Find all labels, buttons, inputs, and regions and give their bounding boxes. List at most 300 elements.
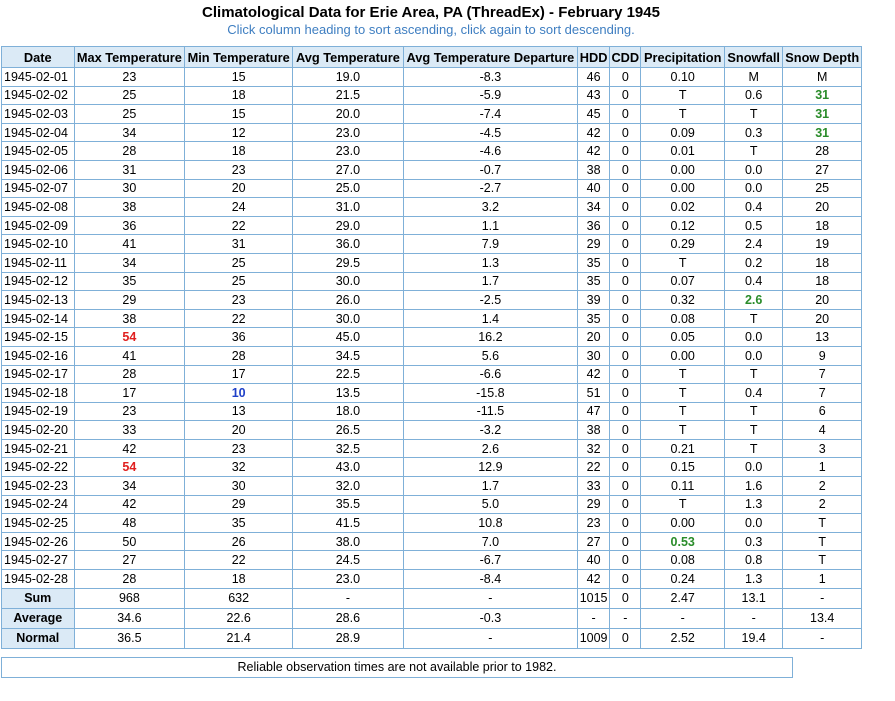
date-cell: 1945-02-20 bbox=[2, 421, 75, 440]
data-cell: 25 bbox=[185, 253, 293, 272]
data-cell: 30 bbox=[185, 477, 293, 496]
data-cell: 27 bbox=[74, 551, 185, 570]
data-cell: 23.0 bbox=[293, 142, 404, 161]
data-cell: 0.4 bbox=[724, 384, 782, 403]
data-cell: 0 bbox=[610, 179, 641, 198]
data-cell: 20.0 bbox=[293, 105, 404, 124]
data-cell: 40 bbox=[577, 179, 609, 198]
data-cell: 2 bbox=[783, 495, 862, 514]
data-cell: T bbox=[641, 402, 725, 421]
data-cell: 0.0 bbox=[724, 160, 782, 179]
data-cell: 1.1 bbox=[403, 216, 577, 235]
data-cell: 0 bbox=[610, 421, 641, 440]
table-row bbox=[2, 216, 862, 235]
data-cell: 12 bbox=[185, 123, 293, 142]
data-cell: 0 bbox=[610, 160, 641, 179]
data-cell: 50 bbox=[74, 532, 185, 551]
table-row bbox=[2, 495, 862, 514]
data-cell: 40 bbox=[577, 551, 609, 570]
data-cell: T bbox=[783, 514, 862, 533]
data-cell: 24.5 bbox=[293, 551, 404, 570]
data-cell: 0 bbox=[610, 105, 641, 124]
data-cell: 3 bbox=[783, 439, 862, 458]
data-cell: 34.5 bbox=[293, 346, 404, 365]
data-cell: 0.5 bbox=[724, 216, 782, 235]
data-cell: 0 bbox=[610, 384, 641, 403]
data-cell: 28 bbox=[185, 346, 293, 365]
date-cell: 1945-02-04 bbox=[2, 123, 75, 142]
date-cell: 1945-02-25 bbox=[2, 514, 75, 533]
data-cell: 2 bbox=[783, 477, 862, 496]
data-cell: 18 bbox=[783, 216, 862, 235]
data-cell: 0 bbox=[610, 291, 641, 310]
summary-cell: 13.1 bbox=[724, 588, 782, 608]
data-cell: -3.2 bbox=[403, 421, 577, 440]
data-cell: 25 bbox=[185, 272, 293, 291]
data-cell: 1.3 bbox=[724, 570, 782, 589]
summary-cell: - bbox=[724, 608, 782, 628]
data-cell: 0.24 bbox=[641, 570, 725, 589]
table-row bbox=[2, 235, 862, 254]
data-cell: 12.9 bbox=[403, 458, 577, 477]
data-cell: 0.00 bbox=[641, 514, 725, 533]
date-cell: 1945-02-13 bbox=[2, 291, 75, 310]
data-cell: 23.0 bbox=[293, 123, 404, 142]
data-cell: T bbox=[641, 495, 725, 514]
data-cell: 1.3 bbox=[724, 495, 782, 514]
data-cell: -8.3 bbox=[403, 68, 577, 87]
data-cell: M bbox=[783, 68, 862, 87]
summary-cell: - bbox=[610, 608, 641, 628]
data-cell: 0.09 bbox=[641, 123, 725, 142]
column-header-hdd[interactable]: HDD bbox=[577, 47, 609, 68]
data-cell: 0.53 bbox=[641, 532, 725, 551]
data-cell: 34 bbox=[74, 123, 185, 142]
date-cell: 1945-02-02 bbox=[2, 86, 75, 105]
date-cell: 1945-02-05 bbox=[2, 142, 75, 161]
table-row bbox=[2, 421, 862, 440]
summary-cell: - bbox=[641, 608, 725, 628]
data-cell: 29 bbox=[185, 495, 293, 514]
data-cell: 16.2 bbox=[403, 328, 577, 347]
data-cell: 42 bbox=[74, 439, 185, 458]
data-cell: 0.0 bbox=[724, 328, 782, 347]
data-cell: 26.0 bbox=[293, 291, 404, 310]
data-cell: 2.4 bbox=[724, 235, 782, 254]
data-cell: 0.15 bbox=[641, 458, 725, 477]
header-row bbox=[2, 47, 862, 68]
data-cell: 26 bbox=[185, 532, 293, 551]
data-cell: 0.11 bbox=[641, 477, 725, 496]
data-cell: 51 bbox=[577, 384, 609, 403]
data-cell: 0 bbox=[610, 142, 641, 161]
data-cell: 28 bbox=[74, 365, 185, 384]
data-cell: 26.5 bbox=[293, 421, 404, 440]
data-cell: 31.0 bbox=[293, 198, 404, 217]
column-header-precipitation[interactable]: Precipitation bbox=[641, 47, 725, 68]
data-cell: 0 bbox=[610, 477, 641, 496]
data-cell: 18.0 bbox=[293, 402, 404, 421]
data-cell: T bbox=[641, 384, 725, 403]
data-cell: 31 bbox=[783, 105, 862, 124]
data-cell: 25.0 bbox=[293, 179, 404, 198]
data-cell: 22 bbox=[185, 551, 293, 570]
data-cell: 5.0 bbox=[403, 495, 577, 514]
data-cell: 0.3 bbox=[724, 123, 782, 142]
data-cell: -15.8 bbox=[403, 384, 577, 403]
data-cell: 0.2 bbox=[724, 253, 782, 272]
data-cell: 0 bbox=[610, 272, 641, 291]
summary-cell: 968 bbox=[74, 588, 185, 608]
table-row bbox=[2, 477, 862, 496]
data-cell: 23 bbox=[185, 291, 293, 310]
data-cell: 23 bbox=[577, 514, 609, 533]
data-cell: 18 bbox=[783, 272, 862, 291]
data-cell: 36 bbox=[185, 328, 293, 347]
data-cell: 0.6 bbox=[724, 86, 782, 105]
table-row bbox=[2, 439, 862, 458]
data-cell: 0 bbox=[610, 216, 641, 235]
data-cell: 35 bbox=[577, 272, 609, 291]
summary-cell: 632 bbox=[185, 588, 293, 608]
summary-cell: 28.6 bbox=[293, 608, 404, 628]
date-cell: 1945-02-24 bbox=[2, 495, 75, 514]
data-cell: -6.6 bbox=[403, 365, 577, 384]
date-cell: 1945-02-08 bbox=[2, 198, 75, 217]
data-cell: T bbox=[641, 253, 725, 272]
data-cell: 2.6 bbox=[403, 439, 577, 458]
data-cell: 3.2 bbox=[403, 198, 577, 217]
climate-data-table bbox=[1, 46, 862, 649]
date-cell: 1945-02-06 bbox=[2, 160, 75, 179]
date-cell: 1945-02-10 bbox=[2, 235, 75, 254]
data-cell: 0.08 bbox=[641, 551, 725, 570]
column-header-snow-depth[interactable]: Snow Depth bbox=[783, 47, 862, 68]
data-cell: 31 bbox=[74, 160, 185, 179]
summary-cell: 2.52 bbox=[641, 628, 725, 648]
data-cell: 0.0 bbox=[724, 514, 782, 533]
date-cell: 1945-02-03 bbox=[2, 105, 75, 124]
data-cell: 0 bbox=[610, 458, 641, 477]
data-cell: 25 bbox=[74, 86, 185, 105]
summary-cell: 21.4 bbox=[185, 628, 293, 648]
table-row bbox=[2, 142, 862, 161]
data-cell: 33 bbox=[74, 421, 185, 440]
data-cell: 31 bbox=[783, 86, 862, 105]
date-cell: 1945-02-26 bbox=[2, 532, 75, 551]
data-cell: 42 bbox=[577, 570, 609, 589]
summary-cell: - bbox=[293, 588, 404, 608]
data-cell: 13 bbox=[185, 402, 293, 421]
data-cell: 34 bbox=[577, 198, 609, 217]
data-cell: 36.0 bbox=[293, 235, 404, 254]
data-cell: 31 bbox=[185, 235, 293, 254]
table-row bbox=[2, 86, 862, 105]
data-cell: 0.3 bbox=[724, 532, 782, 551]
data-cell: T bbox=[724, 142, 782, 161]
data-cell: 18 bbox=[185, 86, 293, 105]
data-cell: 0 bbox=[610, 570, 641, 589]
data-cell: 23.0 bbox=[293, 570, 404, 589]
data-cell: 10.8 bbox=[403, 514, 577, 533]
data-cell: 32.0 bbox=[293, 477, 404, 496]
data-cell: 35 bbox=[577, 253, 609, 272]
date-cell: 1945-02-22 bbox=[2, 458, 75, 477]
data-cell: 29.0 bbox=[293, 216, 404, 235]
data-cell: T bbox=[724, 309, 782, 328]
table-row bbox=[2, 291, 862, 310]
data-cell: 19.0 bbox=[293, 68, 404, 87]
table-row bbox=[2, 68, 862, 87]
data-cell: -11.5 bbox=[403, 402, 577, 421]
table-row bbox=[2, 309, 862, 328]
data-cell: 46 bbox=[577, 68, 609, 87]
data-cell: 20 bbox=[783, 198, 862, 217]
data-cell: 20 bbox=[185, 179, 293, 198]
summary-cell: 0 bbox=[610, 628, 641, 648]
summary-cell: - bbox=[783, 588, 862, 608]
data-cell: 30.0 bbox=[293, 272, 404, 291]
data-cell: 2.6 bbox=[724, 291, 782, 310]
data-cell: T bbox=[641, 105, 725, 124]
data-cell: T bbox=[724, 421, 782, 440]
data-cell: 7 bbox=[783, 365, 862, 384]
date-cell: 1945-02-17 bbox=[2, 365, 75, 384]
data-cell: 20 bbox=[185, 421, 293, 440]
data-cell: T bbox=[641, 421, 725, 440]
data-cell: 6 bbox=[783, 402, 862, 421]
data-cell: 38 bbox=[74, 309, 185, 328]
column-header-min-temperature[interactable]: Min Temperature bbox=[185, 47, 293, 68]
data-cell: 27 bbox=[783, 160, 862, 179]
data-cell: 0 bbox=[610, 86, 641, 105]
data-cell: 38 bbox=[577, 160, 609, 179]
data-cell: 36 bbox=[74, 216, 185, 235]
sort-instructions: Click column heading to sort ascending, click again to sort descending. bbox=[227, 22, 635, 37]
date-cell: 1945-02-18 bbox=[2, 384, 75, 403]
data-cell: 22 bbox=[185, 309, 293, 328]
date-cell: 1945-02-27 bbox=[2, 551, 75, 570]
data-cell: 18 bbox=[185, 570, 293, 589]
summary-label: Sum bbox=[2, 588, 75, 608]
data-cell: 17 bbox=[185, 365, 293, 384]
data-cell: T bbox=[641, 365, 725, 384]
data-cell: 0.02 bbox=[641, 198, 725, 217]
data-cell: 1.7 bbox=[403, 477, 577, 496]
data-cell: 0 bbox=[610, 68, 641, 87]
data-cell: 34 bbox=[74, 477, 185, 496]
data-cell: 29 bbox=[577, 235, 609, 254]
table-row bbox=[2, 272, 862, 291]
data-cell: 10 bbox=[185, 384, 293, 403]
table-row bbox=[2, 328, 862, 347]
data-cell: 34 bbox=[74, 253, 185, 272]
data-cell: T bbox=[724, 105, 782, 124]
summary-row bbox=[2, 608, 862, 628]
data-cell: M bbox=[724, 68, 782, 87]
data-cell: 0 bbox=[610, 198, 641, 217]
date-cell: 1945-02-07 bbox=[2, 179, 75, 198]
data-cell: 29 bbox=[577, 495, 609, 514]
data-cell: 0 bbox=[610, 439, 641, 458]
data-cell: 28 bbox=[74, 142, 185, 161]
date-cell: 1945-02-21 bbox=[2, 439, 75, 458]
data-cell: 0 bbox=[610, 402, 641, 421]
data-cell: T bbox=[724, 402, 782, 421]
data-cell: 32.5 bbox=[293, 439, 404, 458]
data-cell: 1.4 bbox=[403, 309, 577, 328]
data-cell: 23 bbox=[185, 160, 293, 179]
summary-label: Average bbox=[2, 608, 75, 628]
data-cell: 22 bbox=[577, 458, 609, 477]
column-header-date[interactable]: Date bbox=[2, 47, 75, 68]
summary-cell: 2.47 bbox=[641, 588, 725, 608]
data-cell: 43.0 bbox=[293, 458, 404, 477]
table-row bbox=[2, 402, 862, 421]
data-cell: T bbox=[783, 551, 862, 570]
data-cell: 36 bbox=[577, 216, 609, 235]
data-cell: -7.4 bbox=[403, 105, 577, 124]
data-cell: 32 bbox=[185, 458, 293, 477]
column-header-max-temperature[interactable]: Max Temperature bbox=[74, 47, 185, 68]
data-cell: 15 bbox=[185, 105, 293, 124]
column-header-avg-temperature[interactable]: Avg Temperature bbox=[293, 47, 404, 68]
table-row bbox=[2, 551, 862, 570]
data-cell: 0 bbox=[610, 328, 641, 347]
data-cell: 0.21 bbox=[641, 439, 725, 458]
data-cell: 45 bbox=[577, 105, 609, 124]
table-row bbox=[2, 532, 862, 551]
data-cell: 30.0 bbox=[293, 309, 404, 328]
data-cell: 25 bbox=[783, 179, 862, 198]
data-cell: 13 bbox=[783, 328, 862, 347]
data-cell: 35.5 bbox=[293, 495, 404, 514]
data-cell: 13.5 bbox=[293, 384, 404, 403]
date-cell: 1945-02-19 bbox=[2, 402, 75, 421]
column-header-snowfall[interactable]: Snowfall bbox=[724, 47, 782, 68]
data-cell: -2.7 bbox=[403, 179, 577, 198]
data-cell: 23 bbox=[74, 68, 185, 87]
data-cell: 0 bbox=[610, 235, 641, 254]
data-cell: T bbox=[783, 532, 862, 551]
summary-cell: - bbox=[783, 628, 862, 648]
data-cell: 0.8 bbox=[724, 551, 782, 570]
data-cell: 32 bbox=[577, 439, 609, 458]
data-cell: 0.0 bbox=[724, 458, 782, 477]
data-cell: 9 bbox=[783, 346, 862, 365]
data-cell: T bbox=[641, 86, 725, 105]
data-cell: 22 bbox=[185, 216, 293, 235]
data-cell: 0.10 bbox=[641, 68, 725, 87]
data-cell: 0.12 bbox=[641, 216, 725, 235]
data-cell: 45.0 bbox=[293, 328, 404, 347]
footnote: Reliable observation times are not available prior to 1982. bbox=[1, 657, 793, 678]
data-cell: 1.6 bbox=[724, 477, 782, 496]
summary-cell: - bbox=[403, 628, 577, 648]
data-cell: 17 bbox=[74, 384, 185, 403]
table-body bbox=[2, 68, 862, 649]
data-cell: -5.9 bbox=[403, 86, 577, 105]
data-cell: 0 bbox=[610, 123, 641, 142]
date-cell: 1945-02-28 bbox=[2, 570, 75, 589]
summary-cell: 0 bbox=[610, 588, 641, 608]
table-row bbox=[2, 458, 862, 477]
data-cell: 1.3 bbox=[403, 253, 577, 272]
data-cell: 0.29 bbox=[641, 235, 725, 254]
data-cell: 35 bbox=[74, 272, 185, 291]
data-cell: 0.00 bbox=[641, 160, 725, 179]
data-cell: 47 bbox=[577, 402, 609, 421]
data-cell: 48 bbox=[74, 514, 185, 533]
summary-cell: -0.3 bbox=[403, 608, 577, 628]
date-cell: 1945-02-09 bbox=[2, 216, 75, 235]
data-cell: 20 bbox=[577, 328, 609, 347]
data-cell: 7 bbox=[783, 384, 862, 403]
data-cell: 28 bbox=[74, 570, 185, 589]
data-cell: 5.6 bbox=[403, 346, 577, 365]
data-cell: 38.0 bbox=[293, 532, 404, 551]
data-cell: 31 bbox=[783, 123, 862, 142]
data-cell: 41 bbox=[74, 235, 185, 254]
table-row bbox=[2, 346, 862, 365]
table-header bbox=[2, 47, 862, 68]
page-title: Climatological Data for Erie Area, PA (ThreadEx) - February 1945 bbox=[202, 4, 660, 21]
data-cell: T bbox=[724, 439, 782, 458]
data-cell: 0.08 bbox=[641, 309, 725, 328]
data-cell: 54 bbox=[74, 458, 185, 477]
table-row bbox=[2, 179, 862, 198]
column-header-avg-temperature-departure[interactable]: Avg Temperature Departure bbox=[403, 47, 577, 68]
summary-cell: 1015 bbox=[577, 588, 609, 608]
summary-cell: - bbox=[403, 588, 577, 608]
data-cell: 38 bbox=[74, 198, 185, 217]
data-cell: 0.00 bbox=[641, 346, 725, 365]
summary-cell: 13.4 bbox=[783, 608, 862, 628]
summary-row bbox=[2, 588, 862, 608]
data-cell: 27 bbox=[577, 532, 609, 551]
column-header-cdd[interactable]: CDD bbox=[610, 47, 641, 68]
data-cell: 29 bbox=[74, 291, 185, 310]
data-cell: 18 bbox=[783, 253, 862, 272]
data-cell: 33 bbox=[577, 477, 609, 496]
data-cell: 1 bbox=[783, 458, 862, 477]
data-cell: 54 bbox=[74, 328, 185, 347]
data-cell: 23 bbox=[185, 439, 293, 458]
data-cell: 4 bbox=[783, 421, 862, 440]
summary-cell: 28.9 bbox=[293, 628, 404, 648]
data-cell: 41.5 bbox=[293, 514, 404, 533]
table-row bbox=[2, 365, 862, 384]
table-row bbox=[2, 198, 862, 217]
data-cell: 0.4 bbox=[724, 198, 782, 217]
data-cell: -6.7 bbox=[403, 551, 577, 570]
summary-cell: 36.5 bbox=[74, 628, 185, 648]
data-cell: T bbox=[724, 365, 782, 384]
table-row bbox=[2, 160, 862, 179]
data-cell: 21.5 bbox=[293, 86, 404, 105]
data-cell: 38 bbox=[577, 421, 609, 440]
data-cell: 1 bbox=[783, 570, 862, 589]
data-cell: 27.0 bbox=[293, 160, 404, 179]
data-cell: 0.00 bbox=[641, 179, 725, 198]
data-cell: -8.4 bbox=[403, 570, 577, 589]
data-cell: 39 bbox=[577, 291, 609, 310]
data-cell: 19 bbox=[783, 235, 862, 254]
data-cell: 28 bbox=[783, 142, 862, 161]
data-cell: 0.0 bbox=[724, 346, 782, 365]
data-cell: 0 bbox=[610, 514, 641, 533]
data-cell: -0.7 bbox=[403, 160, 577, 179]
